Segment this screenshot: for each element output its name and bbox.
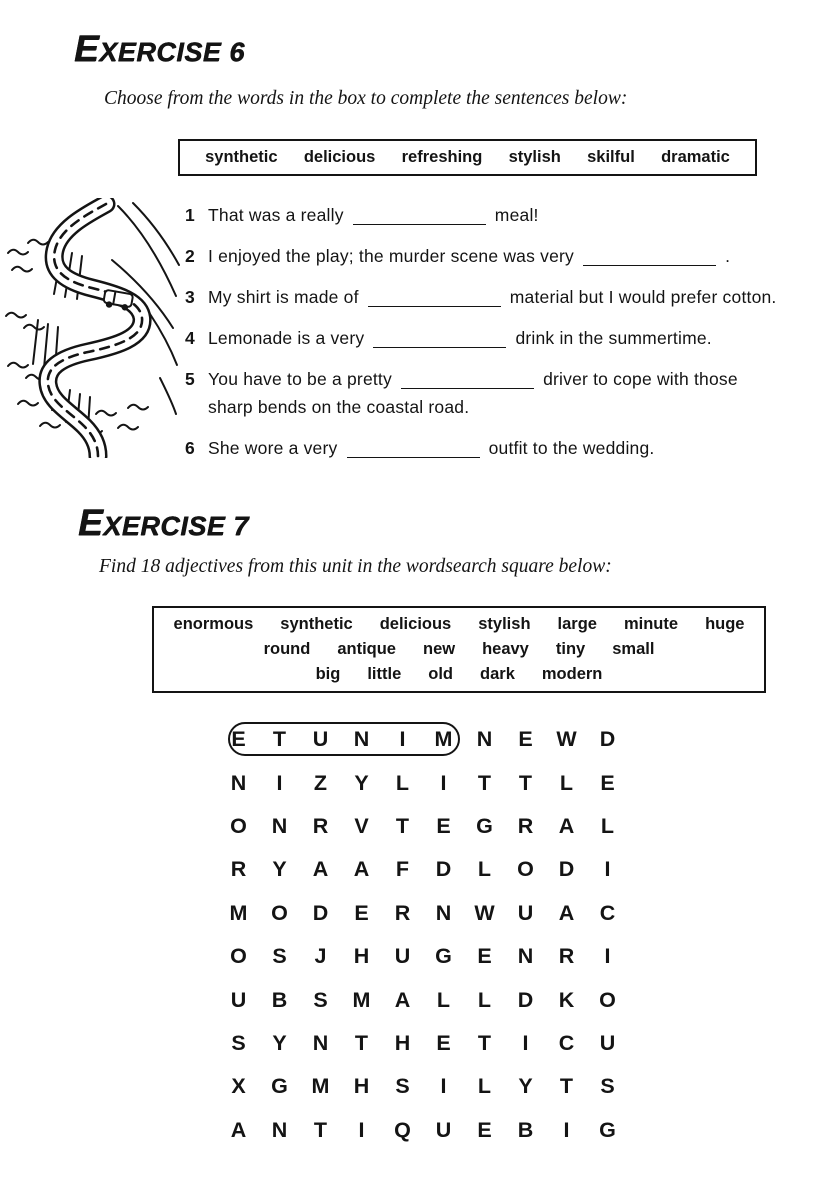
grid-cell-letter[interactable]: N: [271, 1117, 288, 1142]
exercise7-instruction: Find 18 adjectives from this unit in the wordsearch square below:: [99, 556, 612, 577]
grid-cell-letter[interactable]: E: [436, 813, 451, 838]
grid-row: [218, 718, 630, 761]
word-box-word: huge: [705, 615, 745, 633]
grid-cell-letter[interactable]: O: [517, 857, 534, 882]
answer-blank[interactable]: [353, 204, 486, 225]
grid-row: [218, 935, 630, 978]
grid-cell-letter[interactable]: N: [230, 770, 247, 795]
sentence-text: Lemonade is a very drink in the summertime.: [208, 328, 712, 348]
grid-cell-letter[interactable]: B: [517, 1117, 534, 1142]
exercise6-title: EXERCISE 6: [74, 28, 245, 69]
grid-cell-letter[interactable]: Q: [394, 1117, 411, 1142]
grid-cell-letter[interactable]: N: [517, 944, 534, 969]
word-box-word: refreshing: [401, 148, 483, 166]
word-box-word: little: [367, 665, 402, 683]
grid-cell-letter[interactable]: R: [558, 944, 575, 969]
word-box-word: tiny: [555, 640, 586, 658]
grid-cell-letter[interactable]: R: [312, 813, 329, 838]
grid-cell-letter[interactable]: F: [395, 857, 410, 882]
word-box-word: synthetic: [205, 148, 278, 166]
grid-cell-letter[interactable]: T: [272, 727, 287, 752]
grid-cell-letter[interactable]: M: [229, 900, 248, 925]
sentence-item: [185, 434, 815, 462]
grid-cell-letter[interactable]: Y: [272, 1030, 287, 1055]
grid-cell-letter[interactable]: V: [354, 813, 369, 838]
answer-blank[interactable]: [373, 327, 506, 348]
grid-cell-letter[interactable]: G: [599, 1117, 616, 1142]
grid-cell-letter[interactable]: E: [436, 1030, 451, 1055]
grid-cell-letter[interactable]: L: [477, 857, 492, 882]
sentence-number: 6: [185, 438, 195, 458]
grid-cell-letter[interactable]: N: [476, 727, 493, 752]
sentence-text: That was a really meal!: [208, 205, 539, 225]
word-box-word: heavy: [482, 640, 529, 658]
grid-cell-letter[interactable]: L: [600, 813, 615, 838]
word-box-word: dramatic: [661, 148, 730, 166]
answer-blank[interactable]: [347, 437, 480, 458]
grid-cell-letter[interactable]: Y: [272, 857, 287, 882]
grid-cell-letter[interactable]: N: [271, 813, 288, 838]
grid-cell-letter[interactable]: U: [394, 944, 411, 969]
grid-cell-letter[interactable]: I: [604, 857, 611, 882]
grid-cell-letter[interactable]: E: [518, 727, 533, 752]
word-box-word: modern: [541, 665, 603, 683]
word-box-word: dark: [480, 665, 515, 683]
grid-cell-letter[interactable]: U: [599, 1030, 616, 1055]
word-box-word: delicious: [379, 615, 452, 633]
grid-cell-letter[interactable]: T: [313, 1117, 328, 1142]
grid-cell-letter[interactable]: E: [600, 770, 615, 795]
grid-cell-letter[interactable]: W: [474, 900, 495, 925]
answer-blank[interactable]: [583, 245, 716, 266]
grid-cell-letter[interactable]: A: [230, 1117, 247, 1142]
grid-cell-letter[interactable]: S: [231, 1030, 246, 1055]
grid-cell-letter[interactable]: U: [312, 727, 329, 752]
answer-blank[interactable]: [401, 368, 534, 389]
sentence-item: [185, 242, 815, 270]
grid-cell-letter[interactable]: I: [440, 1074, 447, 1099]
grid-cell-letter[interactable]: N: [435, 900, 452, 925]
exercise6-instruction: Choose from the words in the box to complete the sentences below:: [104, 88, 628, 109]
sentence-item: [185, 201, 815, 229]
grid-cell-letter[interactable]: H: [394, 1030, 411, 1055]
grid-cell-letter[interactable]: E: [477, 1117, 492, 1142]
grid-row: [218, 761, 630, 804]
grid-cell-letter[interactable]: H: [353, 944, 370, 969]
grid-cell-letter[interactable]: L: [559, 770, 574, 795]
grid-cell-letter[interactable]: O: [599, 987, 616, 1012]
grid-cell-letter[interactable]: Y: [354, 770, 369, 795]
grid-cell-letter[interactable]: M: [434, 727, 453, 752]
grid-cell-letter[interactable]: I: [522, 1030, 529, 1055]
word-box-line: [154, 612, 764, 637]
sentence-number: 3: [185, 287, 195, 307]
grid-cell-letter[interactable]: A: [558, 813, 575, 838]
grid-cell-letter[interactable]: I: [358, 1117, 365, 1142]
grid-cell-letter[interactable]: S: [313, 987, 328, 1012]
sentence-text: My shirt is made of material but I would prefer cotton.: [208, 287, 777, 307]
grid-cell-letter[interactable]: D: [599, 727, 616, 752]
grid-cell-letter[interactable]: M: [352, 987, 371, 1012]
grid-cell-letter[interactable]: M: [311, 1074, 330, 1099]
grid-cell-letter[interactable]: S: [272, 944, 287, 969]
sentence-item: [185, 365, 815, 421]
grid-cell-letter[interactable]: U: [517, 900, 534, 925]
grid-cell-letter[interactable]: G: [476, 813, 493, 838]
grid-cell-letter[interactable]: L: [436, 987, 451, 1012]
grid-cell-letter[interactable]: I: [563, 1117, 570, 1142]
grid-cell-letter[interactable]: T: [559, 1074, 574, 1099]
grid-cell-letter[interactable]: D: [517, 987, 534, 1012]
sentence-text: I enjoyed the play; the murder scene was very .: [208, 246, 731, 266]
grid-cell-letter[interactable]: O: [230, 813, 247, 838]
sentence-item: [185, 283, 815, 311]
word-box-word: large: [557, 615, 597, 633]
grid-cell-letter[interactable]: L: [477, 987, 492, 1012]
word-box-word: enormous: [173, 615, 254, 633]
grid-cell-letter[interactable]: R: [394, 900, 411, 925]
grid-cell-letter[interactable]: I: [276, 770, 283, 795]
word-box-word: antique: [337, 640, 396, 658]
grid-cell-letter[interactable]: Y: [518, 1074, 533, 1099]
grid-cell-letter[interactable]: E: [231, 727, 246, 752]
grid-cell-letter[interactable]: G: [435, 944, 452, 969]
grid-cell-letter[interactable]: A: [394, 987, 411, 1012]
sentence-text: You have to be a pretty driver to cope with those sharp bends on the coastal road.: [208, 369, 738, 417]
grid-cell-letter[interactable]: I: [399, 727, 406, 752]
grid-cell-letter[interactable]: T: [395, 813, 410, 838]
sentence-item: [185, 324, 815, 352]
grid-cell-letter[interactable]: N: [312, 1030, 329, 1055]
grid-cell-letter[interactable]: R: [517, 813, 534, 838]
grid-cell-letter[interactable]: E: [354, 900, 369, 925]
grid-cell-letter[interactable]: T: [477, 770, 492, 795]
word-box-word: big: [315, 665, 341, 683]
grid-cell-letter[interactable]: C: [599, 900, 616, 925]
grid-cell-letter[interactable]: L: [477, 1074, 492, 1099]
word-box-word: stylish: [508, 148, 561, 166]
word-box-word: synthetic: [280, 615, 353, 633]
grid-row: [218, 978, 630, 1021]
grid-cell-letter[interactable]: T: [354, 1030, 369, 1055]
grid-cell-letter[interactable]: G: [271, 1074, 288, 1099]
sentence-number: 5: [185, 369, 195, 389]
sentence-text: She wore a very outfit to the wedding.: [208, 438, 655, 458]
grid-cell-letter[interactable]: I: [440, 770, 447, 795]
sentence-number: 2: [185, 246, 195, 266]
grid-row: [218, 848, 630, 891]
grid-row: [218, 1065, 630, 1108]
grid-cell-letter[interactable]: U: [435, 1117, 452, 1142]
word-box-word: old: [428, 665, 454, 683]
grid-row: [218, 892, 630, 935]
exercise6-word-box: [178, 139, 757, 176]
grid-cell-letter[interactable]: Z: [313, 770, 328, 795]
word-box-word: small: [612, 640, 655, 658]
grid-cell-letter[interactable]: U: [230, 987, 247, 1012]
sentence-number: 1: [185, 205, 195, 225]
word-box-word: stylish: [478, 615, 531, 633]
grid-cell-letter[interactable]: D: [312, 900, 329, 925]
coastal-road-illustration: [0, 198, 186, 458]
grid-cell-letter[interactable]: D: [435, 857, 452, 882]
grid-cell-letter[interactable]: E: [477, 944, 492, 969]
grid-cell-letter[interactable]: C: [558, 1030, 575, 1055]
word-box-line: [154, 637, 764, 662]
grid-cell-letter[interactable]: N: [353, 727, 370, 752]
grid-row: [218, 1022, 630, 1065]
wordsearch-grid: [218, 718, 630, 1152]
grid-cell-letter[interactable]: J: [314, 944, 327, 969]
word-box-word: minute: [623, 615, 679, 633]
grid-cell-letter[interactable]: R: [230, 857, 247, 882]
grid-cell-letter[interactable]: A: [558, 900, 575, 925]
grid-cell-letter[interactable]: T: [518, 770, 533, 795]
grid-cell-letter[interactable]: B: [271, 987, 288, 1012]
sentence-number: 4: [185, 328, 195, 348]
grid-row: [218, 1109, 630, 1152]
grid-cell-letter[interactable]: K: [558, 987, 575, 1012]
grid-row: [218, 805, 630, 848]
grid-cell-letter[interactable]: A: [312, 857, 329, 882]
grid-cell-letter[interactable]: O: [271, 900, 288, 925]
road: [48, 204, 142, 456]
exercise7-word-box: [152, 606, 766, 693]
grid-cell-letter[interactable]: D: [558, 857, 575, 882]
exercise7-title: EXERCISE 7: [78, 502, 249, 543]
grid-cell-letter[interactable]: T: [477, 1030, 492, 1055]
word-box-line: [154, 662, 764, 687]
grid-cell-letter[interactable]: H: [353, 1074, 370, 1099]
grid-cell-letter[interactable]: S: [395, 1074, 410, 1099]
grid-cell-letter[interactable]: L: [395, 770, 410, 795]
grid-cell-letter[interactable]: O: [230, 944, 247, 969]
word-box-word: round: [263, 640, 311, 658]
grid-cell-letter[interactable]: I: [604, 944, 611, 969]
grid-cell-letter[interactable]: W: [556, 727, 577, 752]
word-box-word: skilful: [587, 148, 635, 166]
grid-cell-letter[interactable]: S: [600, 1074, 615, 1099]
word-box-word: delicious: [303, 148, 376, 166]
answer-blank[interactable]: [368, 286, 501, 307]
grid-cell-letter[interactable]: X: [231, 1074, 246, 1099]
grid-cell-letter[interactable]: A: [353, 857, 370, 882]
sentence-list: [185, 201, 815, 475]
word-box-word: new: [422, 640, 456, 658]
